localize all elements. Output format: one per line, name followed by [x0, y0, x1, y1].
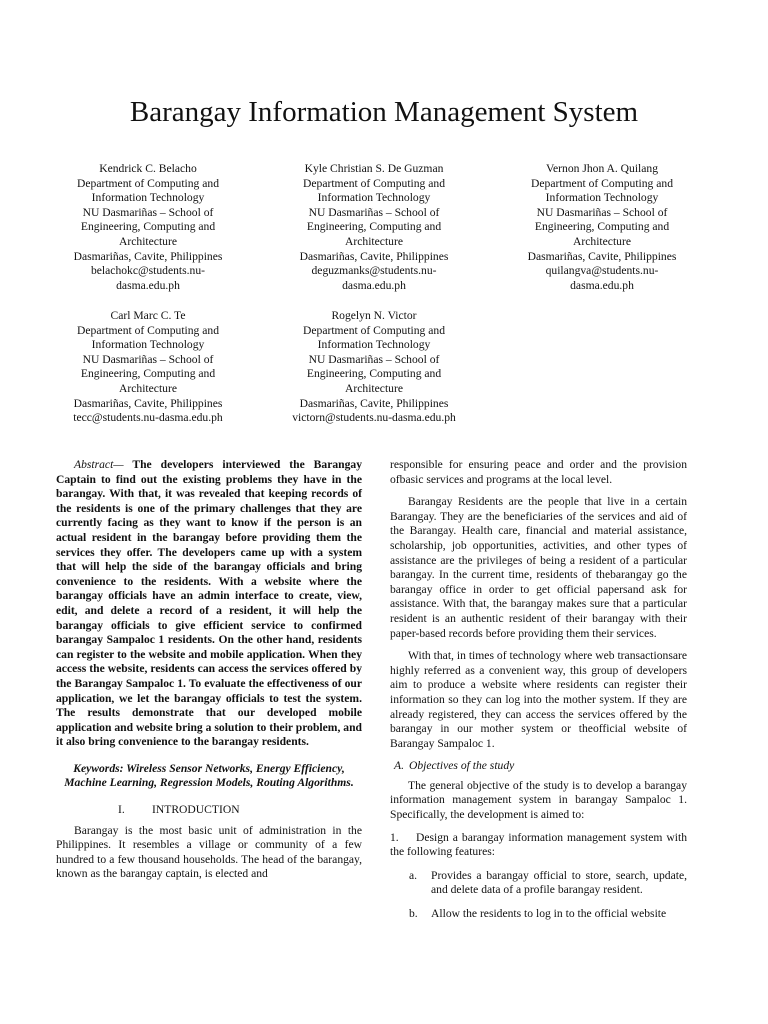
author-affiliation-line: Architecture	[345, 234, 403, 248]
residents-paragraph: Barangay Residents are the people that live in a certain Barangay. They are the beneficiaries of the services and aid of the Barangay. Health care, financial and material assistance, scholarship, job opportunities, activities, and other types of assistance are the privileges of being a resident of a particular barangay. In the current time, residents of thebarangay go the barangay office in order to get official papersand ask for assistance. With that, the barangay makes sure that a particular resident is an authentic resident of their barangay with their paper-based records before providing them their services.	[390, 495, 687, 640]
item-number: 1.	[390, 830, 399, 844]
author-name: Rogelyn N. Victor	[331, 309, 417, 322]
author-affiliation-line: Engineering, Computing and	[534, 220, 670, 234]
abstract-text: The developers interviewed the Barangay Captain to find out the existing problems they have in the barangay. With that, it was revealed that keeping records of the residents is one of the primary challenges that they are currently facing as they want to know if the person is an actual resident in the barangay before providing them the services they offer. The developers came up with a system that will help the side of the barangay officials and bring convenience to the residents. With a website where the barangay officials have an admin interface to create, view, edit, and delete a record of a resident, it will help the barangay officials to give efficient service to confirmed barangay Sampaloc 1 residents. On the other hand, residents can register to the website and mobile application. When they access the website, residents can access the services offered by the Barangay Sampaloc 1. To evaluate the effectiveness of our application, we let the barangay officials to test the system. The results demonstrate that our developed mobile application and website bring a solution to their problem, and it also bring convenience to the barangay residents.	[56, 458, 362, 749]
author-affiliation-line: Information Technology	[91, 338, 205, 352]
author-block-3	[492, 162, 712, 293]
subsection-title: Objectives of the study	[409, 759, 515, 773]
subitem-text: Allow the residents to log in to the official website	[431, 907, 667, 921]
author-block-4	[38, 309, 258, 426]
technology-paragraph: With that, in times of technology where web transactionsare highly referred as a convenient way, this group of developers aim to produce a website where residents can register their information so they can log into the mother system. If they are already registered, they can access the services offered by the barangay in our mother system or theofficial website of Barangay Sampaloc 1.	[390, 649, 687, 750]
author-email: dasma.edu.ph	[342, 278, 406, 292]
author-affiliation-line: Department of Computing and	[303, 176, 445, 190]
left-column	[56, 458, 362, 882]
author-affiliation-line: Dasmariñas, Cavite, Philippines	[73, 249, 223, 263]
author-affiliation-line: Engineering, Computing and	[80, 367, 216, 381]
author-affiliation-line: NU Dasmariñas – School of	[82, 205, 214, 219]
author-block-5	[264, 309, 484, 426]
author-affiliation-line: Information Technology	[317, 338, 431, 352]
author-email: victorn@students.nu-dasma.edu.ph	[292, 411, 456, 425]
objective-subitem-a	[390, 869, 687, 898]
author-affiliation-line: Information Technology	[91, 191, 205, 205]
author-email: quilangva@students.nu-	[545, 264, 659, 278]
author-affiliation-line: NU Dasmariñas – School of	[82, 352, 214, 366]
author-affiliation-line: Engineering, Computing and	[306, 220, 442, 234]
author-affiliation-line: Architecture	[119, 381, 177, 395]
author-affiliation-line: Dasmariñas, Cavite, Philippines	[73, 396, 223, 410]
author-email: dasma.edu.ph	[116, 278, 180, 292]
author-affiliation-line: Architecture	[119, 234, 177, 248]
item-text: Design a barangay information management system with the following features:	[390, 830, 687, 859]
section-number: I.	[118, 803, 125, 817]
author-email: tecc@students.nu-dasma.edu.ph	[73, 411, 223, 425]
right-column	[390, 458, 687, 922]
author-name: Carl Marc C. Te	[110, 309, 186, 322]
author-affiliation-line: Department of Computing and	[77, 176, 219, 190]
author-affiliation-line: Department of Computing and	[531, 176, 673, 190]
author-affiliation-line: Information Technology	[545, 191, 659, 205]
author-affiliation-line: Engineering, Computing and	[80, 220, 216, 234]
author-email: belachokc@students.nu-	[90, 264, 206, 278]
author-affiliation-line: Dasmariñas, Cavite, Philippines	[299, 249, 449, 263]
author-affiliation-line: Architecture	[573, 234, 631, 248]
author-affiliation-line: NU Dasmariñas – School of	[536, 205, 668, 219]
subitem-letter: a.	[409, 868, 418, 882]
author-affiliation-line: Dasmariñas, Cavite, Philippines	[527, 249, 677, 263]
author-block-2	[264, 162, 484, 293]
subitem-letter: b.	[409, 907, 418, 921]
author-name: Vernon Jhon A. Quilang	[545, 162, 659, 175]
subsection-number: A.	[394, 759, 404, 773]
author-affiliation-line: Engineering, Computing and	[306, 367, 442, 381]
author-email: deguzmanks@students.nu-	[311, 264, 437, 278]
keywords: Keywords: Wireless Sensor Networks, Energy Efficiency, Machine Learning, Regression Models, Routing Algorithms.	[64, 761, 354, 790]
author-name: Kyle Christian S. De Guzman	[304, 162, 444, 175]
author-name: Kendrick C. Belacho	[99, 162, 197, 175]
section-heading-introduction	[56, 803, 362, 818]
author-block-1	[38, 162, 258, 293]
author-affiliation-line: Department of Computing and	[303, 323, 445, 337]
author-email: dasma.edu.ph	[570, 278, 634, 292]
abstract-lead: Abstract—	[74, 458, 124, 471]
paper-title: Barangay Information Management System	[129, 96, 639, 128]
author-affiliation-line: NU Dasmariñas – School of	[308, 205, 440, 219]
abstract	[56, 458, 362, 750]
author-affiliation-line: Information Technology	[317, 191, 431, 205]
subitem-text: Provides a barangay official to store, search, update, and delete data of a profile barangay resident.	[431, 868, 687, 897]
intro-paragraph: Barangay is the most basic unit of administration in the Philippines. It resembles a village or community of a few hundred to a few thousand households. The head of the barangay, known as the barangay captain, is elected and	[56, 823, 362, 881]
author-affiliation-line: Department of Computing and	[77, 323, 219, 337]
author-affiliation-line: Dasmariñas, Cavite, Philippines	[299, 396, 449, 410]
intro-paragraph-continued: responsible for ensuring peace and order and the provision ofbasic services and programs at the local level.	[390, 458, 687, 486]
objective-subitem-b	[390, 907, 687, 922]
objectives-paragraph: The general objective of the study is to develop a barangay information management system in barangay Sampaloc 1. Specifically, the development is aimed to:	[390, 778, 687, 822]
subsection-heading-objectives	[390, 759, 687, 774]
objective-item-1	[390, 831, 687, 860]
section-title: INTRODUCTION	[152, 803, 240, 817]
author-affiliation-line: Architecture	[345, 381, 403, 395]
author-affiliation-line: NU Dasmariñas – School of	[308, 352, 440, 366]
